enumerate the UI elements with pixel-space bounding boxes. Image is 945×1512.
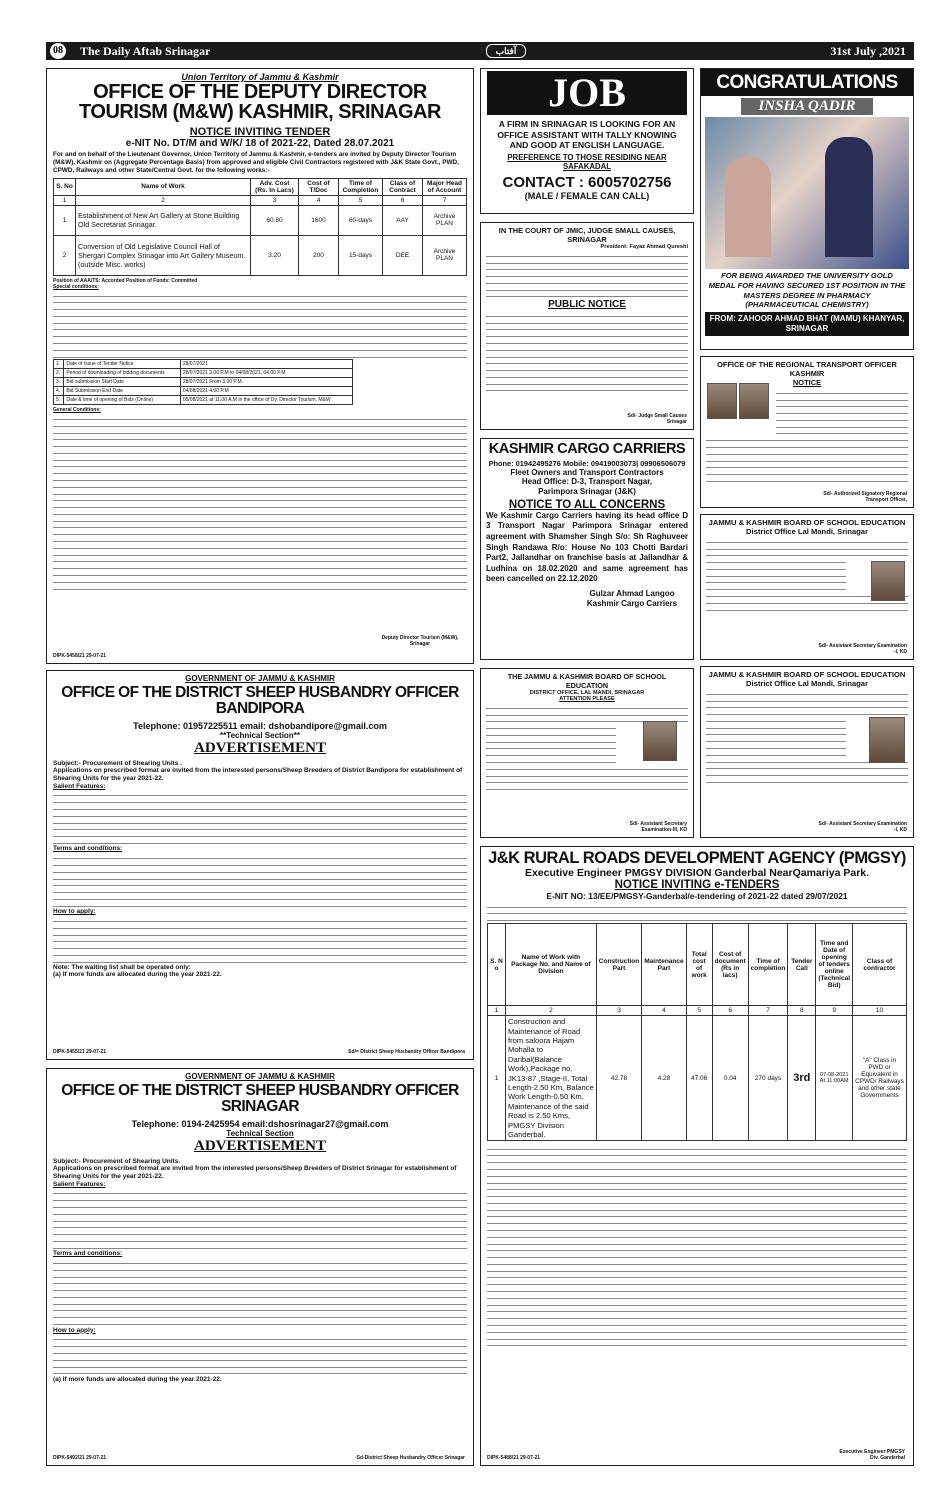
srinagar-signature: -Sd-District Sheep Husbandry Officer Srinagar bbox=[354, 1455, 465, 1461]
cell-doc: 1600 bbox=[299, 205, 339, 235]
congrats-name: INSHA QADIR bbox=[741, 98, 873, 115]
public-notice-heading: PUBLIC NOTICE bbox=[548, 299, 626, 311]
table-row: 1 Construction and Maintenance of Road from saloora Hajam Mohalla to Daribal(Balance Work),Package no. JK13-87 ,Stage-II, Total Length-2.50 Km, Balance Work Length-0.50 Km, Maintenance of the said Road is 2.50 Kms, PMGSY Division Ganderbal. 42.78 4.28 47.06 0.04 270 days 3rd 07-08-2021 At 11:00AM "A" Class in PWD or Equivalent in CPWD/ Railways and other state Governments bbox=[488, 1016, 907, 1141]
applicant-photo bbox=[643, 721, 677, 761]
jkbose-text bbox=[486, 704, 688, 723]
howto-heading: How to apply: bbox=[53, 908, 96, 916]
cell-time: 270 days bbox=[748, 1016, 788, 1141]
cell-opening: 07-08-2021 At 11:00AM bbox=[816, 1016, 853, 1141]
tourism-works-table bbox=[53, 178, 467, 276]
jkbose-text bbox=[706, 538, 908, 557]
pmgsy-sub: Executive Engineer PMGSY DIVISION Ganderbal NearQamariya Park. bbox=[524, 866, 870, 879]
howto-text bbox=[53, 917, 467, 963]
tourism-nit: NOTICE INVITING TENDER bbox=[189, 125, 331, 138]
table-row: 4. Bid Submission End Date 04/08/2021 4.00 P.M bbox=[54, 387, 353, 396]
court-notice bbox=[480, 222, 694, 430]
tourism-title-2: TOURISM (M&W) KASHMIR, SRINAGAR bbox=[79, 101, 441, 124]
terms-heading: Terms and conditions: bbox=[53, 845, 123, 853]
congratulations-ad bbox=[700, 68, 914, 350]
tech-section: **Technical Section** bbox=[220, 730, 300, 740]
jkbose-text bbox=[706, 690, 908, 716]
court-title: IN THE COURT OF JMIC, JUDGE SMALL CAUSES, SRINAGAR bbox=[498, 226, 676, 244]
bandipora-title: OFFICE OF THE DISTRICT SHEEP HUSBANDRY OFFICER BANDIPORA bbox=[61, 684, 459, 717]
jkbose-signature: Sd/- Assistant Secretary Examination-III, KD bbox=[629, 821, 687, 833]
col-header: Cost of T/Doc bbox=[299, 178, 339, 195]
col-number: 1 bbox=[54, 195, 76, 205]
cargo-phone: Phone: 01942495276 Mobile: 09419003073| 09906506079 bbox=[488, 458, 686, 468]
cargo-carriers-ad bbox=[480, 438, 694, 660]
table-row bbox=[54, 205, 467, 235]
applicant-photo bbox=[707, 383, 737, 419]
cell-class: DEE bbox=[383, 235, 423, 275]
jkbose-notice-3 bbox=[700, 666, 914, 838]
srinagar-sheep-ad bbox=[46, 1068, 474, 1466]
special-conditions-text bbox=[53, 291, 467, 357]
funds-line: (a) If more funds are allocated during the year 2021-22. bbox=[53, 971, 222, 979]
jkbose-attention: ATTENTION PLEASE bbox=[559, 696, 615, 702]
rto-notice bbox=[700, 356, 914, 508]
cell-cost: 60.80 bbox=[251, 205, 299, 235]
subject-line: Subject:- Procurement of Shearing Units. bbox=[53, 1157, 181, 1165]
jkbose-notice-1 bbox=[700, 514, 914, 660]
col-header: Class of Contract bbox=[383, 178, 423, 195]
tech-section: Technical Section bbox=[226, 1128, 294, 1138]
table-row: 2. Period of downloading of bidding documents 28/07/2021 3.00 P.M to 04/08/2021, 04.00 P.M bbox=[54, 369, 353, 378]
table-header-row: S. N o Name of Work with Package No. and Name of Division Construction Part Maintenance Part Total cost of work Cost of document (Rs in lacs) Time of completion Tender Call Time and Date of opening of tenders online (Technical Bid) Class of contractor bbox=[488, 924, 907, 1006]
advertisement-heading: ADVERTISEMENT bbox=[194, 739, 326, 756]
cell-no: 2 bbox=[54, 235, 76, 275]
salient-text bbox=[53, 1189, 467, 1248]
salient-heading: Salient Features: bbox=[53, 782, 106, 790]
newspaper-name: The Daily Aftab Srinagar bbox=[80, 44, 211, 58]
congrats-text: FOR BEING AWARDED THE UNIVERSITY GOLD MEDAL FOR HAVING SECURED 1ST POSITION IN THE MASTERS DEGREE IN PHARMACY (PHARMACEUTICAL CHEMISTRY) bbox=[708, 271, 906, 310]
cell-work: Conversion of Old Legislative Council Hall of Shergari Complex Srinagar into Art Gallery Museum.(outside Misc. works) bbox=[76, 235, 251, 275]
col-header: Major Head of Account bbox=[423, 178, 467, 195]
cell-doc: 200 bbox=[299, 235, 339, 275]
tourism-title-1: OFFICE OF THE DEPUTY DIRECTOR bbox=[93, 81, 427, 103]
cargo-signature: Gulzar Ahmad Langoo Kashmir Cargo Carriers bbox=[586, 588, 678, 608]
table-row bbox=[54, 235, 467, 275]
dipk-number: DIPK-5458/21 29-07-21 bbox=[53, 653, 107, 659]
pmgsy-nit: NOTICE INVITING e-TENDERS bbox=[614, 878, 780, 891]
jkbose-signature: Sd/- Assistant Secretary Examination -I, KD bbox=[818, 643, 907, 655]
pmgsy-tender-ad bbox=[480, 846, 914, 1466]
bandipora-sheep-ad bbox=[46, 670, 474, 1060]
col-number: 2 bbox=[76, 195, 251, 205]
col-number: 5 bbox=[339, 195, 383, 205]
bandipora-tel: Telephone: 01957225511 email: dshobandipore@gmail.com bbox=[133, 720, 387, 731]
jkbose-title: THE JAMMU & KASHMIR BOARD OF SCHOOL EDUCATION bbox=[507, 672, 667, 690]
subject-line: Subject:- Procurement of Shearing Units . bbox=[53, 759, 182, 767]
jkbose-text-2 bbox=[486, 765, 688, 791]
jkbose-office: District Office Lal Mandi, Srinagar bbox=[746, 527, 868, 536]
applicant-photo bbox=[869, 717, 905, 763]
howto-heading: How to apply: bbox=[53, 1326, 96, 1334]
court-notice-text bbox=[486, 312, 688, 392]
tourism-intro: For and on behalf of the Lieutenant Governor, Union Territory of Jammu & Kashmir, e-tenders are invited by Deputy Director Tourism (M&W), Kashmir on (Aggregate Percentage Basis) from approved and eligible Civil Contractors registered with J&K State Govt., PWD, CPWD, Railways and other State/Central Govt. for the following works:- bbox=[53, 150, 459, 174]
jkbose-details bbox=[706, 558, 846, 590]
position-line: Position of AAA/TS: Accorded Position of Funds: Committed bbox=[53, 277, 198, 284]
cell-work: Construction and Maintenance of Road from saloora Hajam Mohalla to Daribal(Balance Work),Package no. JK13-87 ,Stage-II, Total Length-2.50 Km, Balance Work Length-0.50 Km, Maintenance of the said Road is 2.50 Kms, PMGSY Division Ganderbal. bbox=[506, 1016, 597, 1141]
pmgsy-ref: E-NIT NO: 13/EE/PMGSY-Ganderbal/e-tendering of 2021-22 dated 29/07/2021 bbox=[546, 890, 848, 901]
job-text: A FIRM IN SRINAGAR IS LOOKING FOR AN OFFICE ASSISTANT WITH TALLY KNOWING AND GOOD AT ENGLISH LANGUAGE. bbox=[497, 119, 677, 150]
applicant-photo bbox=[871, 561, 905, 601]
table-header-row bbox=[54, 178, 467, 195]
salient-heading: Salient Features: bbox=[53, 1180, 106, 1188]
col-number: 4 bbox=[299, 195, 339, 205]
dipk-number: DIPK-5488/21 29-07-21 bbox=[487, 1455, 541, 1461]
gov-label: GOVERNMENT OF JAMMU & KASHMIR bbox=[185, 1072, 335, 1081]
jkbose-title: JAMMU & KASHMIR BOARD OF SCHOOL EDUCATION bbox=[708, 518, 906, 527]
cell-tender-call: 3rd bbox=[788, 1016, 816, 1141]
table-row: 1. Date of Issue of Tender Notice 28/07/2021 bbox=[54, 360, 353, 369]
tourism-signature: Deputy Director Tourism (M&W), Srinagar bbox=[381, 635, 459, 647]
page-number: 08 bbox=[50, 43, 66, 59]
job-preference: PREFERENCE TO THOSE RESIDING NEAR SAFAKADAL bbox=[507, 152, 667, 171]
table-colnum-row: 1 2 3 4 5 6 7 8 9 10 bbox=[488, 1006, 907, 1016]
court-parties-text bbox=[486, 252, 688, 298]
issue-date: 31st July ,2021 bbox=[830, 44, 906, 58]
cell-time: 60-days bbox=[339, 205, 383, 235]
pmgsy-conditions bbox=[487, 1144, 907, 1346]
cell-class: AAY bbox=[383, 205, 423, 235]
jkbose-signature: Sd/- Assistant Secretary Examination -I, KD bbox=[818, 821, 907, 833]
cell-total: 47.06 bbox=[686, 1016, 712, 1141]
congrats-title: CONGRATULATIONS bbox=[701, 69, 913, 96]
pmgsy-intro bbox=[487, 902, 907, 921]
cargo-fleet: Fleet Owners and Transport Contractors bbox=[510, 467, 664, 477]
cargo-body: We Kashmir Cargo Carriers having its head office D 3 Transport Nagar Parimpora Srinagar entered agreement with Shamsher Singh S/o: Sh Raghuveer Singh Randawa R/o: House No 103 Chotti Bardari Part2, Jallandhar on franchise basis at Jallandhar & Ludhina on 18.02.2020 and same agreement has been cancelled on 22.12.2020 bbox=[486, 510, 688, 584]
table-row: 5. Date & time of opening of Bids (Online) 05/08/2021 at 11.00 A.M in the office of Dy. Director Tourism, M&W bbox=[54, 396, 353, 405]
terms-text bbox=[53, 1259, 467, 1325]
cell-maintenance: 4.28 bbox=[642, 1016, 686, 1141]
pmgsy-works-table bbox=[487, 923, 907, 1141]
jkbose-details bbox=[486, 724, 616, 763]
advertisement-heading: ADVERTISEMENT bbox=[194, 1137, 326, 1154]
cargo-title: KASHMIR CARGO CARRIERS bbox=[488, 441, 686, 457]
intro-text: Applications on prescribed format are invited from the interested persons/Sheep Breeders of District Bandipora for establishment of Shearing Units for the year 2021-22. bbox=[53, 766, 463, 782]
cell-no: 1 bbox=[54, 205, 76, 235]
job-contact: CONTACT : 6005702756 bbox=[502, 173, 672, 191]
jkbose-notice-2 bbox=[480, 668, 694, 838]
graduate-figure bbox=[825, 137, 873, 257]
special-heading: Special conditions: bbox=[53, 283, 99, 290]
rto-text bbox=[706, 436, 908, 482]
col-number: 3 bbox=[251, 195, 299, 205]
terms-heading: Terms and conditions: bbox=[53, 1250, 123, 1258]
terms-text bbox=[53, 854, 467, 907]
cell-class: "A" Class in PWD or Equivalent in CPWD/ Railways and other state Governments bbox=[853, 1016, 907, 1141]
col-header: Name of Work bbox=[76, 178, 251, 195]
rto-signature: Sd/- Authorized Signatory Regional Transport Officer, bbox=[823, 491, 907, 503]
tourism-ref: e-NIT No. DT/M and W/K/ 18 of 2021-22, Dated 28.07.2021 bbox=[125, 137, 395, 149]
ut-label: Union Territory of Jammu & Kashmir bbox=[181, 72, 339, 82]
srinagar-tel: Telephone: 0194-2425954 email:dshosrinagar27@gmail.com bbox=[131, 1118, 389, 1129]
court-signature: Sd/- Judge Small Causes Srinagar bbox=[627, 413, 687, 425]
cargo-office: Head Office: D-3, Transport Nagar, Parimpora Srinagar (J&K) bbox=[521, 476, 653, 496]
table-colnum-row bbox=[54, 195, 467, 205]
congrats-from: FROM: ZAHOOR AHMAD BHAT (MAMU) KHANYAR, SRINAGAR bbox=[705, 312, 909, 336]
funds-line: (a) If more funds are allocated during the year 2021-22. bbox=[53, 1375, 222, 1383]
job-ad bbox=[480, 68, 694, 214]
intro-text: Applications on prescribed format are invited from the interested persons/Sheep Breeders of District Srinagar for establishment of Shearing Units for the year 2021-22. bbox=[53, 1164, 457, 1180]
court-president: President: Fayaz Ahmad Qureshi bbox=[600, 244, 688, 250]
dignitary-figure bbox=[725, 157, 771, 257]
general-heading: General Conditions: bbox=[53, 407, 101, 414]
applicant-photo bbox=[739, 383, 769, 419]
table-row: 3. Bid submission Start Date 28/07/2021 From 3.00 P.M. bbox=[54, 378, 353, 387]
col-number: 7 bbox=[423, 195, 467, 205]
note-line: Note: The waiting list shall be operated only: bbox=[53, 964, 191, 972]
cell-construction: 42.78 bbox=[596, 1016, 641, 1141]
jkbose-office: District Office Lal Mandi, Srinagar bbox=[746, 679, 868, 688]
col-header: Time of Completion bbox=[339, 178, 383, 195]
cell-time: 15-days bbox=[339, 235, 383, 275]
howto-text bbox=[53, 1335, 467, 1374]
salient-text bbox=[53, 791, 467, 844]
job-title: JOB bbox=[487, 71, 687, 115]
dipk-number: DIPK-5492/21 29-07-21 bbox=[53, 1455, 107, 1461]
srinagar-title: OFFICE OF THE DISTRICT SHEEP HUSBANDRY OFFICER SRINAGAR bbox=[61, 1082, 459, 1115]
newspaper-header bbox=[46, 42, 914, 60]
gov-label: GOVERNMENT OF JAMMU & KASHMIR bbox=[185, 674, 335, 683]
tourism-tender-ad bbox=[46, 68, 474, 664]
general-conditions-text bbox=[53, 415, 467, 590]
jkbose-title: JAMMU & KASHMIR BOARD OF SCHOOL EDUCATION bbox=[708, 670, 906, 679]
graduation-photo bbox=[705, 117, 909, 269]
cell-doc-cost: 0.04 bbox=[712, 1016, 748, 1141]
rto-text-side bbox=[776, 389, 908, 435]
rto-notice-heading: NOTICE bbox=[792, 378, 822, 387]
dipk-number: DIPK-5455/21 29-07-21 bbox=[53, 1049, 107, 1055]
masthead-logo: آفتاب bbox=[486, 44, 526, 58]
job-mf: (MALE / FEMALE CAN CALL) bbox=[524, 190, 650, 201]
cell-head: Archive PLAN bbox=[423, 205, 467, 235]
pmgsy-title: J&K RURAL ROADS DEVELOPMENT AGENCY (PMGSY) bbox=[488, 849, 906, 867]
jkbose-office: DISTRICT OFFICE, LAL MANDI, SRINAGAR bbox=[529, 690, 645, 696]
pmgsy-signature: Executive Engineer PMGSY Div. Ganderbal bbox=[839, 1449, 905, 1461]
jkbose-details bbox=[706, 717, 846, 756]
cell-head: Archive PLAN bbox=[423, 235, 467, 275]
cell-cost: 3.20 bbox=[251, 235, 299, 275]
rto-title: OFFICE OF THE REGIONAL TRANSPORT OFFICER KASHMIR bbox=[717, 360, 897, 378]
bandipora-signature: Sd/= District Sheep Husbandry Officer Bandipora bbox=[348, 1049, 465, 1055]
schedule-table bbox=[53, 359, 353, 405]
col-number: 6 bbox=[383, 195, 423, 205]
col-header: S. No bbox=[54, 178, 76, 195]
cell-work: Establishment of New Art Gallery at Stone Building Old Secretariat Srinagar. bbox=[76, 205, 251, 235]
cargo-notice-heading: NOTICE TO ALL CONCERNS bbox=[508, 498, 666, 511]
col-header: Adv. Cost (Rs. In Lacs) bbox=[251, 178, 299, 195]
